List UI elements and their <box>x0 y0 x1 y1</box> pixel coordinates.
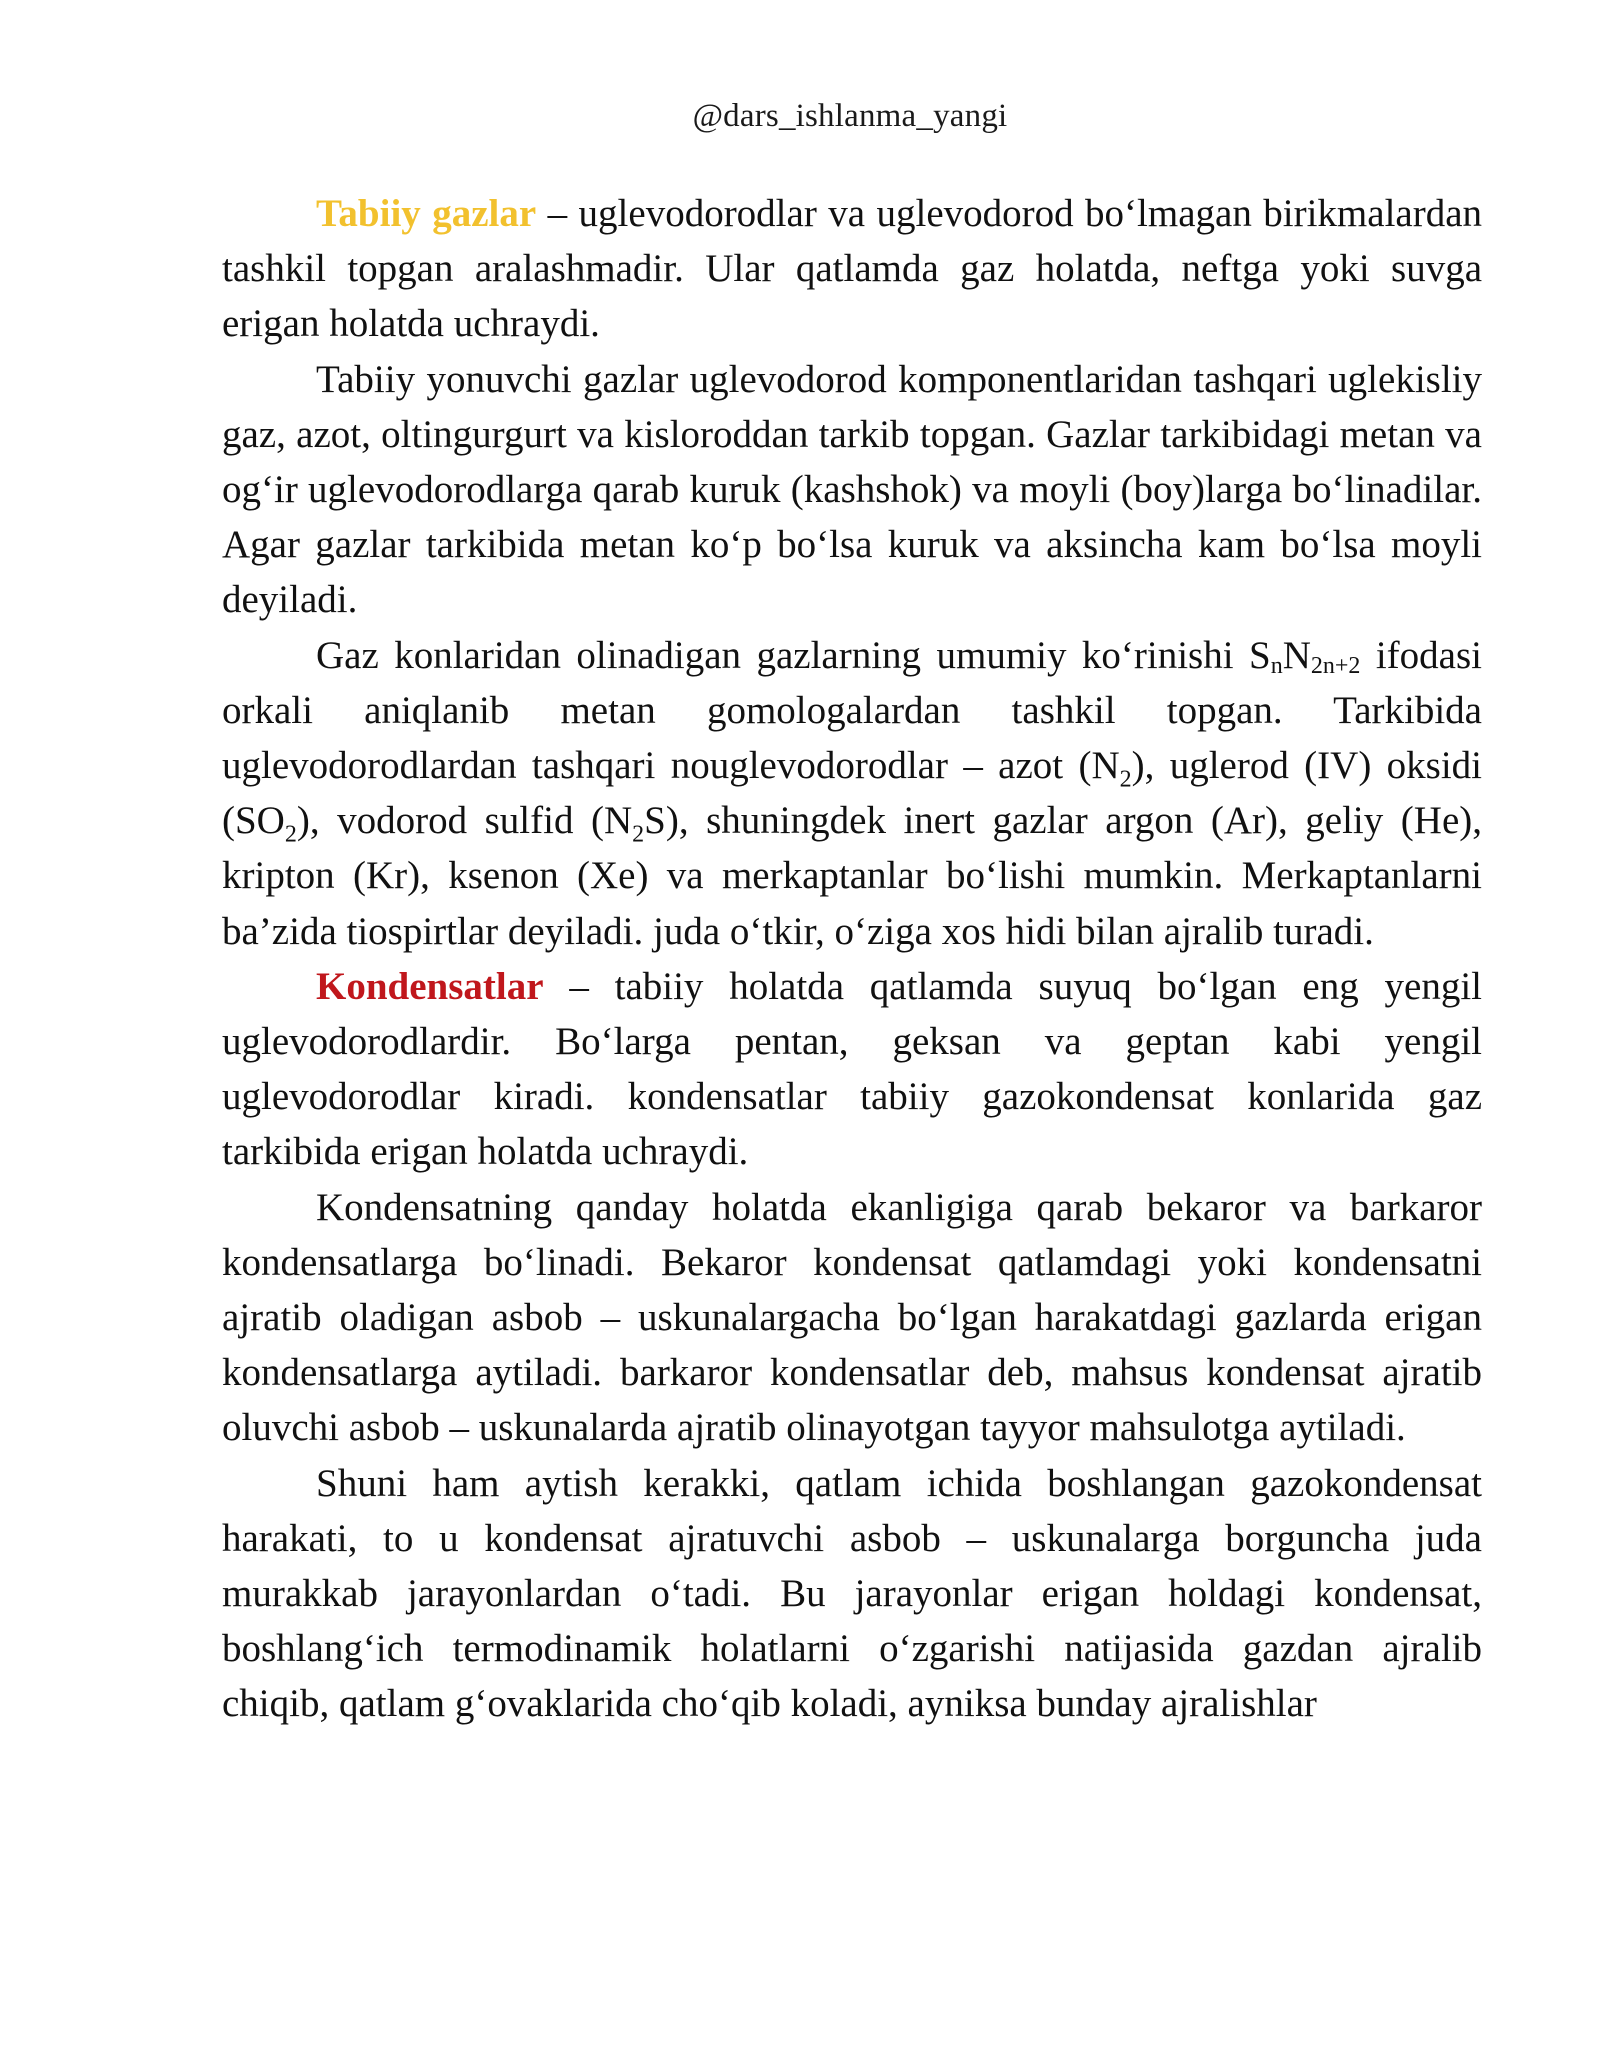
paragraph-text: ), uglerod (IV) oksidi (SO <box>222 744 1482 843</box>
paragraph-condensates <box>222 959 1482 1180</box>
subscript: n <box>1270 652 1283 679</box>
subscript: 2 <box>1119 766 1132 793</box>
paragraph-condensate-types <box>222 1180 1482 1456</box>
paragraph-text: Gaz konlaridan olinadigan gazlarning umumiy ko‘rinishi S <box>316 633 1271 677</box>
paragraph-text: Shuni ham aytish kerakki, qatlam ichida boshlangan gazokondensat harakati, to u kondensat ajratuvchi asbob – uskunalarga borguncha juda murakkab jarayonlardan o‘tadi. Bu jarayonlar erigan holdagi kondensat, boshlang‘ich termodinamik holatlarni o‘zgarishi natijasida gazdan ajralib chiqib, qatlam g‘ovaklarida cho‘qib koladi, ayniksa bunday ajralishlar <box>222 1461 1482 1726</box>
document-body <box>222 186 1482 1732</box>
term-condensates: Kondensatlar <box>316 964 544 1008</box>
subscript: 2 <box>632 821 645 848</box>
paragraph-text: S), shuningdek inert gazlar argon (Ar), geliy (He), kripton (Kr), ksenon (Xe) va merkaptanlar bo‘lishi mumkin. Merkaptanlarni ba’zida tiospirtlar deyiladi. juda o‘tkir, o‘ziga xos hidi bilan ajralib turadi. <box>222 799 1482 953</box>
paragraph-combustible-gases <box>222 352 1482 628</box>
paragraph-condensate-movement <box>222 1456 1482 1732</box>
page-header-channel: @dars_ishlanma_yangi <box>692 98 1008 134</box>
paragraph-natural-gases <box>222 186 1482 352</box>
term-natural-gases: Tabiiy gazlar <box>316 192 537 235</box>
paragraph-text: N <box>1282 633 1311 677</box>
subscript: 2n+2 <box>1310 652 1361 679</box>
paragraph-text: Kondensatning qanday holatda ekanligiga qarab bekaror va barkaror kondensatlarga bo‘linadi. Bekaror kondensat qatlamdagi yoki kondensatni ajratib oladigan asbob – uskunalargacha bo‘lgan harakatdagi gazlarda erigan kondensatlarga aytiladi. barkaror kondensatlar deb, mahsus kondensat ajratib oluvchi asbob – uskunalarda ajratib olinayotgan tayyor mahsulotga aytiladi. <box>222 1185 1482 1450</box>
paragraph-text: ), vodorod sulfid (N <box>296 799 633 843</box>
paragraph-text: – tabiiy holatda qatlamda suyuq bo‘lgan eng yengil uglevodorodlardir. Bo‘larga pentan, geksan va geptan kabi yengil uglevodorodlar kiradi. kondensatlar tabiiy gazokondensat konlarida gaz tarkibida erigan holatda uchraydi. <box>222 964 1482 1174</box>
paragraph-text: ifodasi orkali aniqlanib metan gomologalardan tashkil topgan. Tarkibida uglevodorodlardan tashqari nouglevodorodlar – azot (N <box>222 633 1482 788</box>
subscript: 2 <box>284 821 297 848</box>
paragraph-gas-composition <box>222 628 1482 959</box>
paragraph-text: – uglevodorodlar va uglevodorod bo‘lmagan birikmalardan tashkil topgan aralashmadir. Ular qatlamda gaz holatda, neftga yoki suvga erigan holatda uchraydi. <box>222 192 1483 346</box>
paragraph-text: Tabiiy yonuvchi gazlar uglevodorod komponentlaridan tashqari uglekisliy gaz, azot, oltingurgurt va kisloroddan tarkib topgan. Gazlar tarkibidagi metan va og‘ir uglevodorodlarga qarab kuruk (kashshok) va moyli (boy)larga bo‘linadilar. Agar gazlar tarkibida metan ko‘p bo‘lsa kuruk va aksincha kam bo‘lsa moyli deyiladi. <box>222 357 1482 622</box>
